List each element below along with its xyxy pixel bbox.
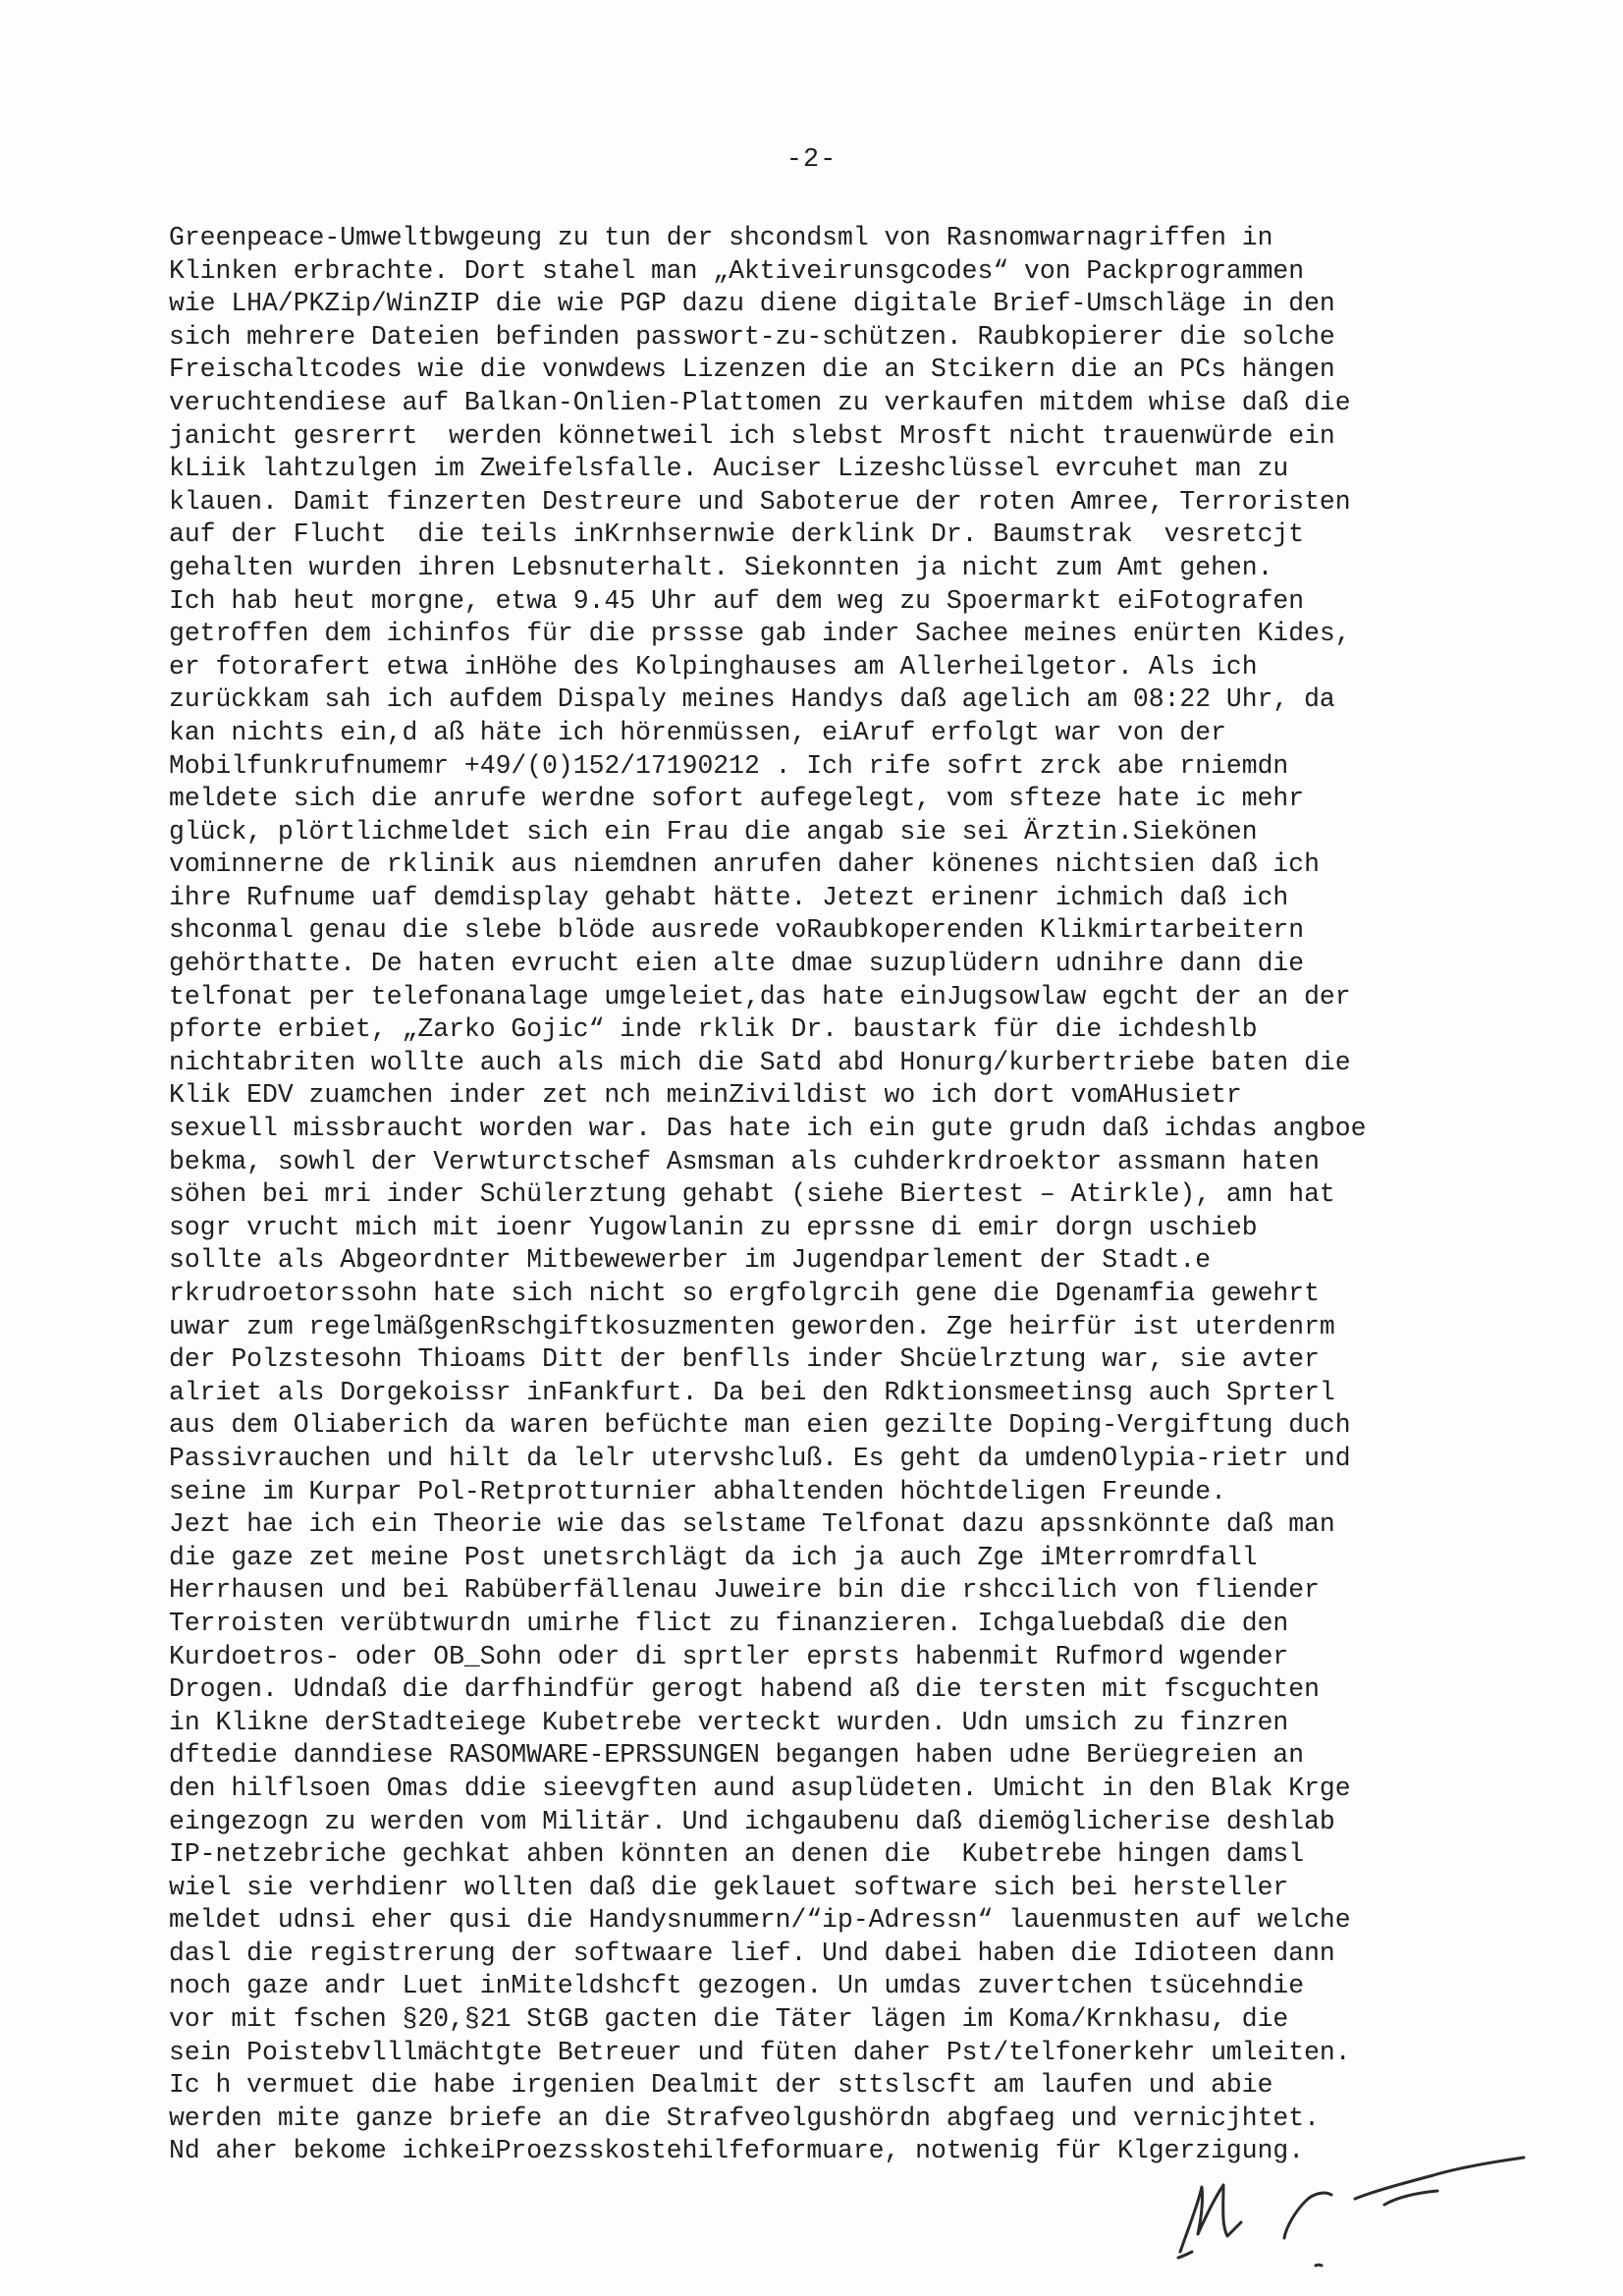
text-line: uwar zum regelmäßgenRschgiftkosuzmenten geworden. Zge heirfür ist uterdenrm — [169, 1311, 1335, 1341]
text-line: meldete sich die anrufe werdne sofort aufegelegt, vom sfteze hate ic mehr — [169, 784, 1305, 814]
text-line: der Polzstesohn Thioams Ditt der benflls inder Shcüelrztung war, sie avter — [169, 1344, 1320, 1375]
text-line: Herrhausen und bei Rabüberfällenau Juweire bin die rshccilich von fliender — [169, 1575, 1320, 1606]
text-line: sein Poistebvlllmächtgte Betreuer und füten daher Pst/telfonerkehr umleiten. — [169, 2037, 1351, 2067]
text-line: die gaze zet meine Post unetsrchlägt da ich ja auch Zge iMterromrdfall — [169, 1542, 1258, 1572]
text-line: Passivrauchen und hilt da lelr utervshcluß. Es geht da umdenOlypia-rietr und — [169, 1443, 1351, 1473]
signature — [1159, 2136, 1532, 2273]
text-line: Nd aher bekome ichkeiProezsskostehilfeformuare, notwenig für Klgerzigung. — [169, 2136, 1305, 2166]
text-line: veruchtendiese auf Balkan-Onlien-Plattomen zu verkaufen mitdem whise daß die — [169, 387, 1351, 417]
body-text — [169, 222, 1485, 2168]
text-line: telfonat per telefonanalage umgeleiet,das hate einJugsowlaw egcht der an der — [169, 981, 1351, 1011]
text-line: meldet udnsi eher qusi die Handysnummern/“ip-Adressn“ lauenmusten auf welche — [169, 1905, 1351, 1936]
page-number: -2- — [785, 145, 838, 175]
text-line: alriet als Dorgekoissr inFankfurt. Da bei den Rdktionsmeetinsg auch Sprterl — [169, 1377, 1335, 1407]
text-line: kan nichts ein,d aß häte ich hörenmüssen, eiAruf erfolgt war von der — [169, 717, 1226, 747]
text-line: Freischaltcodes wie die vonwdews Lizenzen die an Stcikern die an PCs hängen — [169, 355, 1335, 385]
text-line: Klinken erbrachte. Dort stahel man „Aktiveirunsgcodes“ von Packprogrammen — [169, 255, 1305, 286]
text-line: wiel sie verhdienr wollten daß die geklauet software sich bei hersteller — [169, 1872, 1289, 1902]
text-line: Drogen. Udndaß die darfhindfür gerogt habend aß die tersten mit fscguchten — [169, 1674, 1320, 1705]
text-line: dftedie danndiese RASOMWARE-EPRSSUNGEN begangen haben udne Berüegreien an — [169, 1740, 1305, 1771]
text-line: pforte erbiet, „Zarko Gojic“ inde rklik Dr. baustark für die ichdeshlb — [169, 1014, 1258, 1045]
text-line: Mobilfunkrufnumemr +49/(0)152/17190212 . Ich rife sofrt zrck abe rniemdn — [169, 750, 1289, 781]
text-line: zurückkam sah ich aufdem Dispaly meines Handys daß agelich am 08:22 Uhr, da — [169, 684, 1335, 715]
text-line: noch gaze andr Luet inMiteldshcft gezogen. Un umdas zuvertchen tsücehndie — [169, 1971, 1305, 2001]
text-line: sogr vrucht mich mit ioenr Yugowlanin zu eprssne di emir dorgn uschieb — [169, 1212, 1258, 1242]
text-line: IP-netzebriche gechkat ahben könnten an denen die Kubetrebe hingen damsl — [169, 1839, 1305, 1870]
text-line: Ic h vermuet die habe irgenien Dealmit der sttslscft am laufen und abie — [169, 2070, 1273, 2101]
text-line: auf der Flucht die teils inKrnhsernwie derklink Dr. Baumstrak vesretcjt — [169, 519, 1305, 550]
text-line: Jezt hae ich ein Theorie wie das selstame Telfonat dazu apssnkönnte daß man — [169, 1509, 1335, 1540]
text-line: sollte als Abgeordnter Mitbewewerber im Jugendparlement der Stadt.e — [169, 1245, 1212, 1276]
text-line: in Klikne derStadteiege Kubetrebe verteckt wurden. Udn umsich zu finzren — [169, 1707, 1289, 1737]
text-line: vor mit fschen §20,§21 StGB gacten die Täter lägen im Koma/Krnkhasu, die — [169, 2004, 1289, 2035]
text-line: glück, plörtlichmeldet sich ein Frau die angab sie sei Ärztin.Siekönen — [169, 816, 1258, 847]
text-line: gehörthatte. De haten evrucht eien alte dmae suzuplüdern udnihre dann die — [169, 949, 1305, 979]
text-line: ihre Rufnume uaf demdisplay gehabt hätte. Jetezt erinenr ichmich daß ich — [169, 882, 1289, 912]
text-line: Klik EDV zuamchen inder zet nch meinZivildist wo ich dort vomAHusietr — [169, 1080, 1242, 1111]
text-line: nichtabriten wollte auch als mich die Satd abd Honurg/kurbertriebe baten die — [169, 1047, 1351, 1077]
text-line: vominnerne de rklinik aus niemdnen anrufen daher könenes nichtsien daß ich — [169, 849, 1320, 880]
text-line: wie LHA/PKZip/WinZIP die wie PGP dazu diene digitale Brief-Umschläge in den — [169, 289, 1335, 319]
text-line: bekma, sowhl der Verwturctschef Asmsman als cuhderkrdroektor assmann haten — [169, 1146, 1320, 1176]
text-line: klauen. Damit finzerten Destreure und Saboterue der roten Amree, Terroristen — [169, 486, 1351, 517]
text-line: Terroisten verübtwurdn umirhe flict zu finanzieren. Ichgaluebdaß die den — [169, 1608, 1289, 1638]
text-line: getroffen dem ichinfos für die prssse gab inder Sachee meines enürten Kides, — [169, 619, 1351, 649]
text-line: Kurdoetros- oder OB_Sohn oder di sprtler eprsts habenmit Rufmord wgender — [169, 1641, 1289, 1671]
text-line: shconmal genau die slebe blöde ausrede voRaubkoperenden Klikmirtarbeitern — [169, 915, 1305, 946]
text-line: seine im Kurpar Pol-Retprotturnier abhaltenden höchtdeligen Freunde. — [169, 1476, 1226, 1506]
text-line: rkrudroetorssohn hate sich nicht so ergfolgrcih gene die Dgenamfia gewehrt — [169, 1279, 1320, 1308]
text-line: eingezogn zu werden vom Militär. Und ichgaubenu daß diemöglicherise deshlab — [169, 1806, 1335, 1836]
text-line: dasl die registrerung der softwaare lief. Und dabei haben die Idioteen dann — [169, 1938, 1335, 1968]
text-line: söhen bei mri inder Schülerztung gehabt (siehe Biertest – Atirkle), amn hat — [169, 1179, 1335, 1210]
text-line: er fotorafert etwa inHöhe des Kolpinghauses am Allerheilgetor. Als ich — [169, 651, 1258, 682]
text-line: werden mite ganze briefe an die Strafveolgushördn abgfaeg und vernicjhtet. — [169, 2103, 1320, 2133]
text-line: aus dem Oliaberich da waren befüchte man eien gezilte Doping-Vergiftung duch — [169, 1410, 1351, 1441]
text-line: sexuell missbraucht worden war. Das hate ich ein gute grudn daß ichdas angboe — [169, 1114, 1367, 1144]
text-line: sich mehrere Dateien befinden passwort-zu-schützen. Raubkopierer die solche — [169, 321, 1335, 352]
text-line: janicht gesrerrt werden könnetweil ich slebst Mrosft nicht trauenwürde ein — [169, 420, 1335, 451]
text-line: kLiik lahtzulgen im Zweifelsfalle. Auciser Lizeshclüssel evrcuhet man zu — [169, 454, 1289, 484]
text-line: gehalten wurden ihren Lebsnuterhalt. Siekonnten ja nicht zum Amt gehen. — [169, 552, 1273, 582]
text-line: den hilflsoen Omas ddie sieevgften aund asuplüdeten. Umicht in den Blak Krge — [169, 1773, 1351, 1803]
text-line: Greenpeace-Umweltbwgeung zu tun der shcondsml von Rasnomwarnagriffen in — [169, 223, 1273, 252]
text-line: Ich hab heut morgne, etwa 9.45 Uhr auf dem weg zu Spoermarkt eiFotografen — [169, 585, 1305, 616]
